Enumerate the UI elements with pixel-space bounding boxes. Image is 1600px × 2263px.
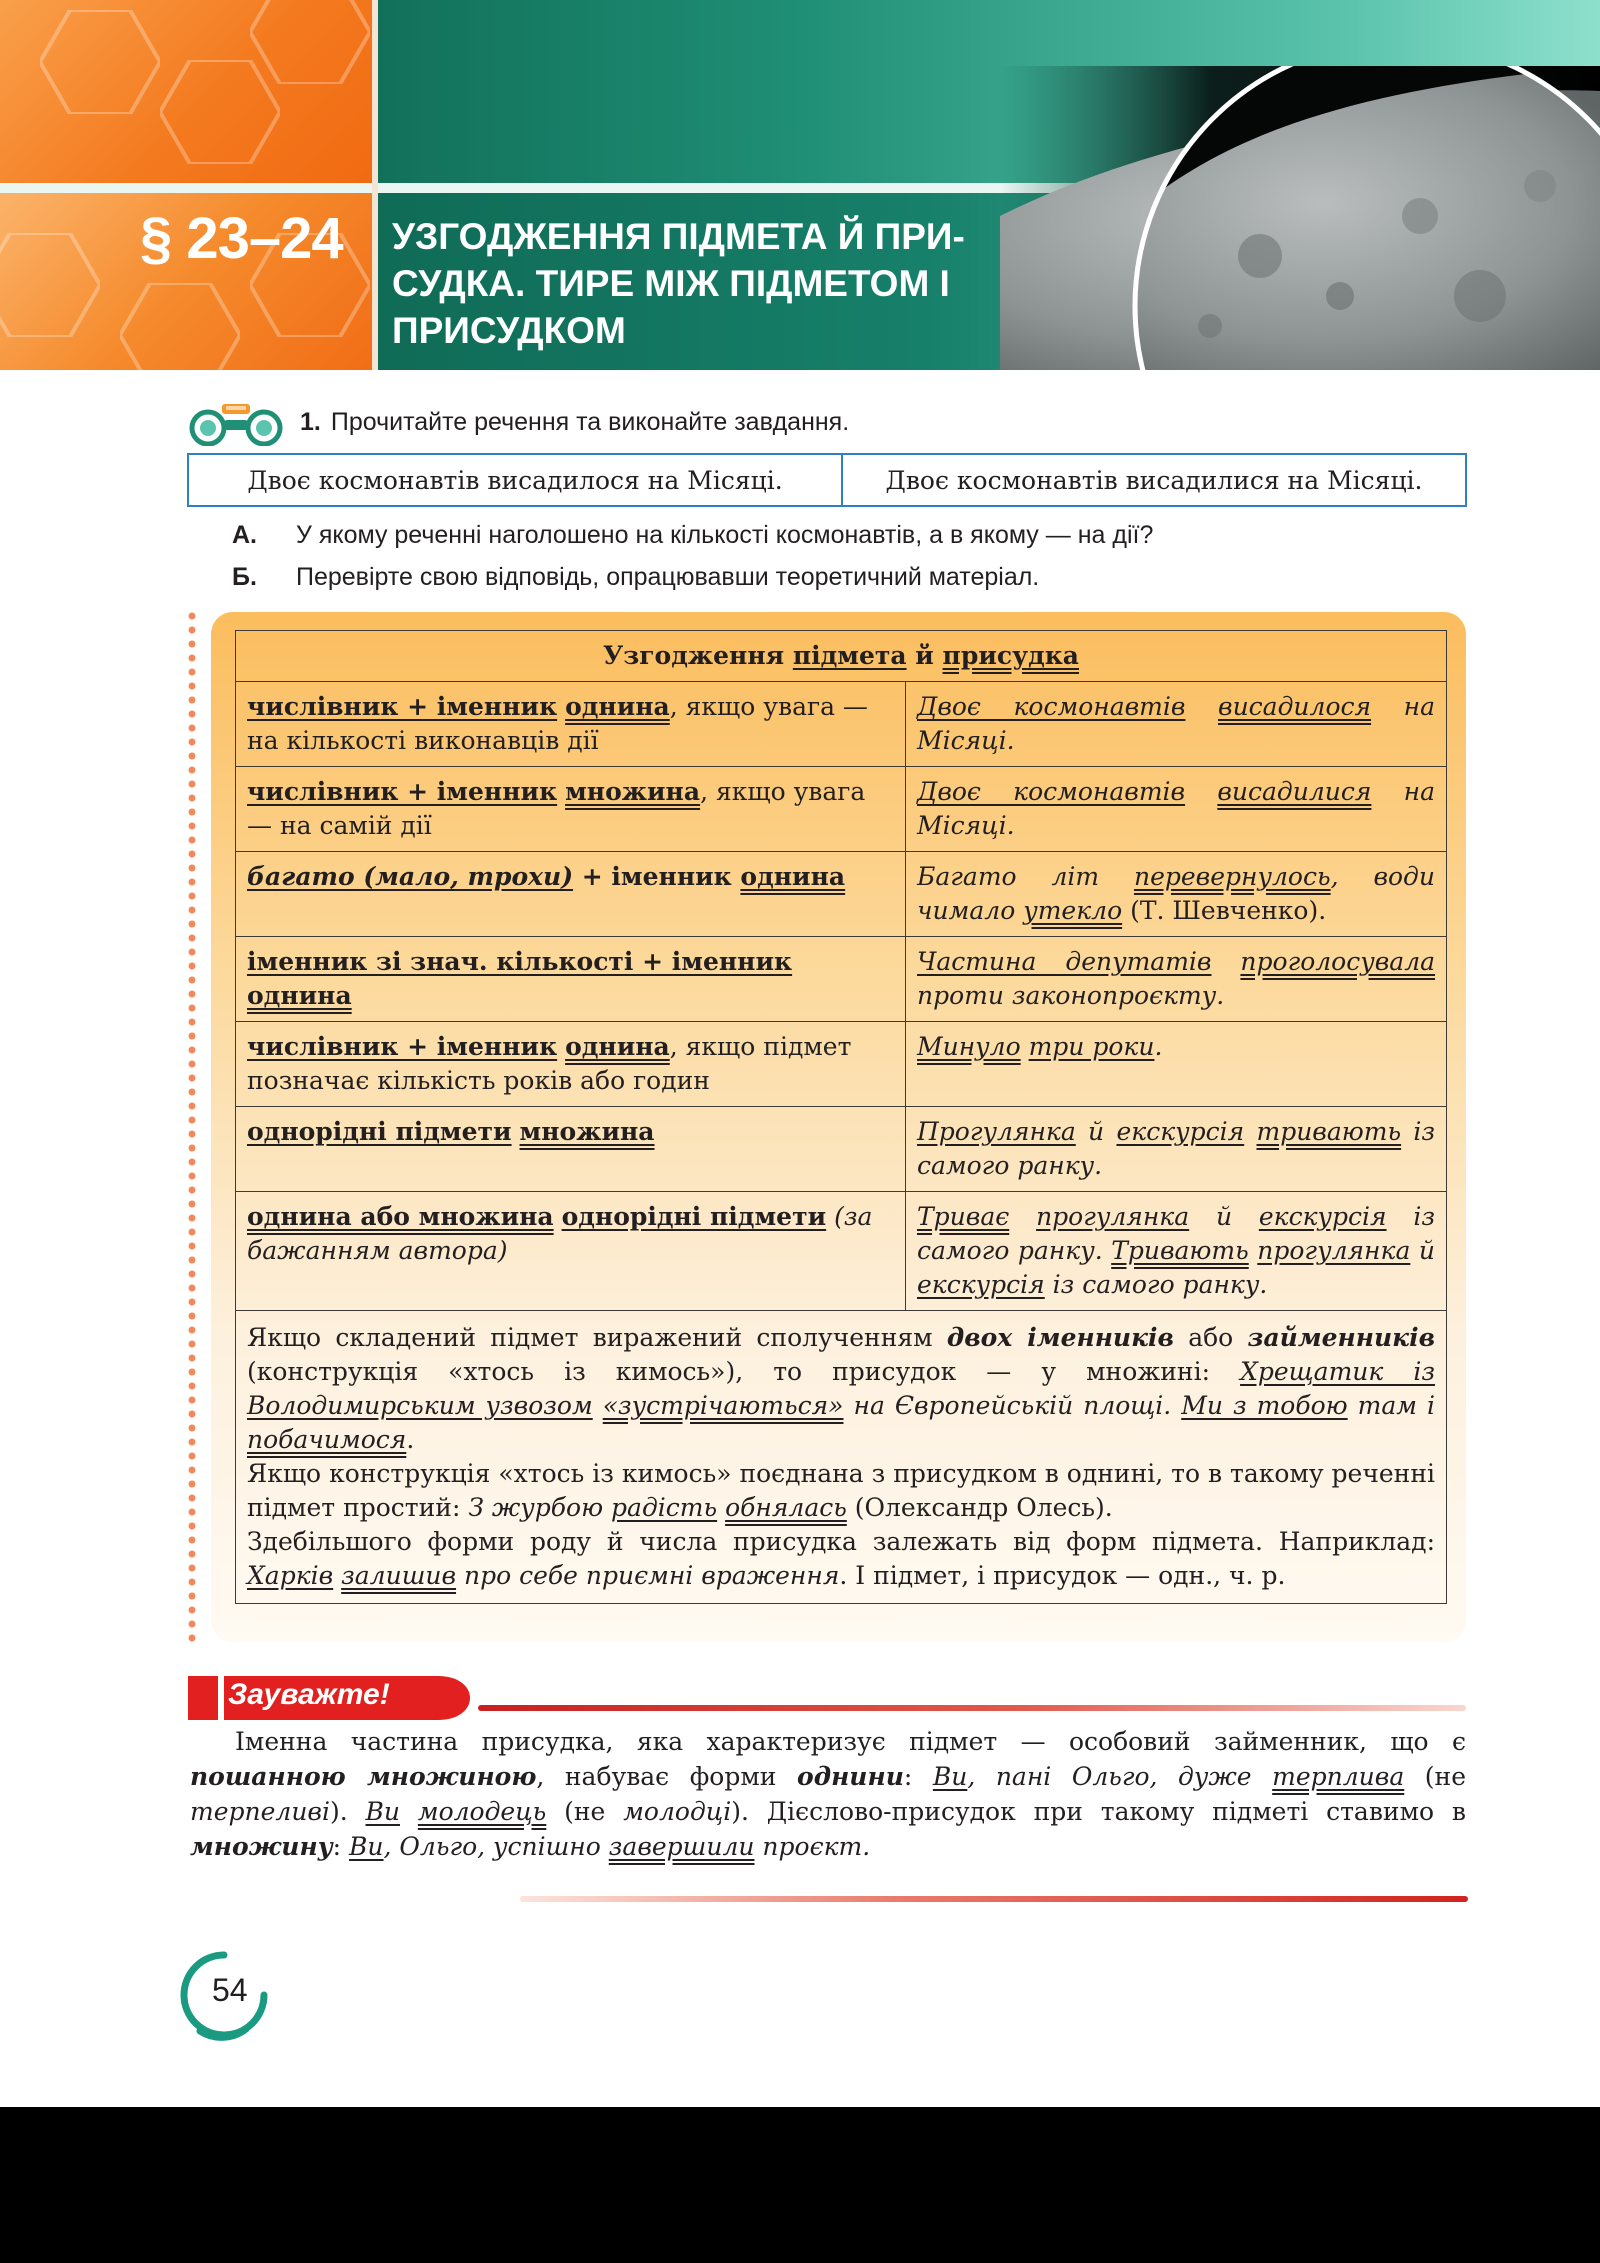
table-row (236, 1107, 1447, 1192)
exercise-instruction (300, 408, 849, 437)
table-row (236, 767, 1447, 852)
rule-note-paragraph: Якщо конструкція «хтось із кимось» поєднана з присудком в однині, то в такому реченні підмет простий: З журбою радість обнялась (Олександр Олесь). (247, 1459, 1435, 1522)
header-orange-panel-top (0, 0, 375, 183)
section-title-line: СУДКА. ТИРЕ МІЖ ПІДМЕТОМ І (392, 263, 950, 304)
exercise-number: 1. (300, 408, 321, 436)
rule-condition: багато (мало, трохи) + іменник однина (236, 852, 906, 937)
rule-note-paragraph: Якщо складений підмет виражений сполученням двох іменників або займенників (конструкція «хтось із кимось»), то присудок — у множині: Хрещатик із Володимирським узвозом «зустрічаються» на Європейській площі. Ми з тобою там і побачимося. (247, 1323, 1436, 1454)
remark-divider-bottom (520, 1896, 1468, 1902)
exercise-instruction-text: Прочитайте речення та виконайте завдання. (330, 408, 850, 436)
rule-example: Триває прогулянка й екскурсія із самого ранку. Тривають прогулянка й екскурсія із самого ранку. (906, 1192, 1447, 1311)
rule-condition: однорідні підмети множина (236, 1107, 906, 1192)
rule-example: Прогулянка й екскурсія тривають із самого ранку. (906, 1107, 1447, 1192)
section-number: § 23–24 (140, 206, 343, 271)
remark-text: Іменна частина присудка, яка характеризує підмет — особовий займенник, що є пошанною множиною, набуває форми однини: Ви, пані Ольго, дуже терплива (не терпеливі). Ви молодець (не молодці). Дієслово-присудок при такому підметі ставимо в множину: Ви, Ольго, успішно завершили проєкт. (190, 1727, 1467, 1861)
table-row (236, 937, 1447, 1022)
subject-term: підмета (792, 641, 907, 670)
rule-table-title: Узгодження підмета й присудка (236, 631, 1447, 682)
section-title-line: ПРИСУДКОМ (392, 310, 626, 351)
rule-table (235, 630, 1447, 1604)
table-row (236, 852, 1447, 937)
decorative-dotted-line (188, 612, 196, 1652)
rule-condition: однина або множина однорідні підмети (за бажанням автора) (236, 1192, 906, 1311)
binoculars-icon (186, 400, 286, 446)
question-text: Перевірте свою відповідь, опрацювавши теоретичний матеріал. (296, 563, 1040, 591)
exercise-sentences-table (187, 453, 1467, 507)
rule-example: Двоє космонавтів висадилися на Місяці. (906, 767, 1447, 852)
header-vertical-divider (372, 0, 378, 370)
question-label: Б. (232, 563, 257, 591)
exercise-sentence: Двоє космонавтів висадилося на Місяці. (189, 455, 843, 505)
remark-divider-top (478, 1705, 1466, 1711)
section-title (392, 213, 1002, 354)
question-a (232, 521, 1153, 550)
rule-condition: числівник + іменник однина, якщо увага — на кількості виконавців дії (236, 682, 906, 767)
section-title-line: УЗГОДЖЕННЯ ПІДМЕТА Й ПРИ- (392, 216, 965, 257)
table-row (236, 1192, 1447, 1311)
rule-table-title-row (236, 631, 1447, 682)
rule-note (236, 1311, 1447, 1604)
question-b (232, 563, 1039, 592)
rule-condition: іменник зі знач. кількості + іменник однина (236, 937, 906, 1022)
rule-note-row (236, 1311, 1447, 1604)
table-row (236, 682, 1447, 767)
rule-condition: числівник + іменник множина, якщо увага — на самій дії (236, 767, 906, 852)
table-row (236, 1022, 1447, 1107)
remark-label: Зауважте! (228, 1678, 390, 1711)
rule-condition: числівник + іменник однина, якщо підмет позначає кількість років або годин (236, 1022, 906, 1107)
exercise-sentence: Двоє космонавтів висадилися на Місяці. (885, 465, 1423, 495)
footer-dotted-line (0, 2012, 800, 2026)
question-text: У якому реченні наголошено на кількості космонавтів, а в якому — на дії? (296, 521, 1154, 549)
rule-example: Частина депутатів проголосувала проти законопроєкту. (906, 937, 1447, 1022)
rule-note-paragraph: Здебільшого форми роду й числа присудка залежать від форм підмета. Наприклад: Харків залишив про себе приємні враження. І підмет, і присудок — одн., ч. р. (247, 1527, 1435, 1590)
page-number: 54 (212, 1972, 248, 2008)
question-label: А. (232, 521, 257, 549)
rule-example: Минуло три роки. (906, 1022, 1447, 1107)
moon-image (1000, 66, 1600, 370)
rule-example: Багато літ перевернулось, води чималo утекло (Т. Шевченко). (906, 852, 1447, 937)
rule-example: Двоє космонавтів висадилося на Місяці. (906, 682, 1447, 767)
predicate-term: присудка (942, 641, 1080, 670)
